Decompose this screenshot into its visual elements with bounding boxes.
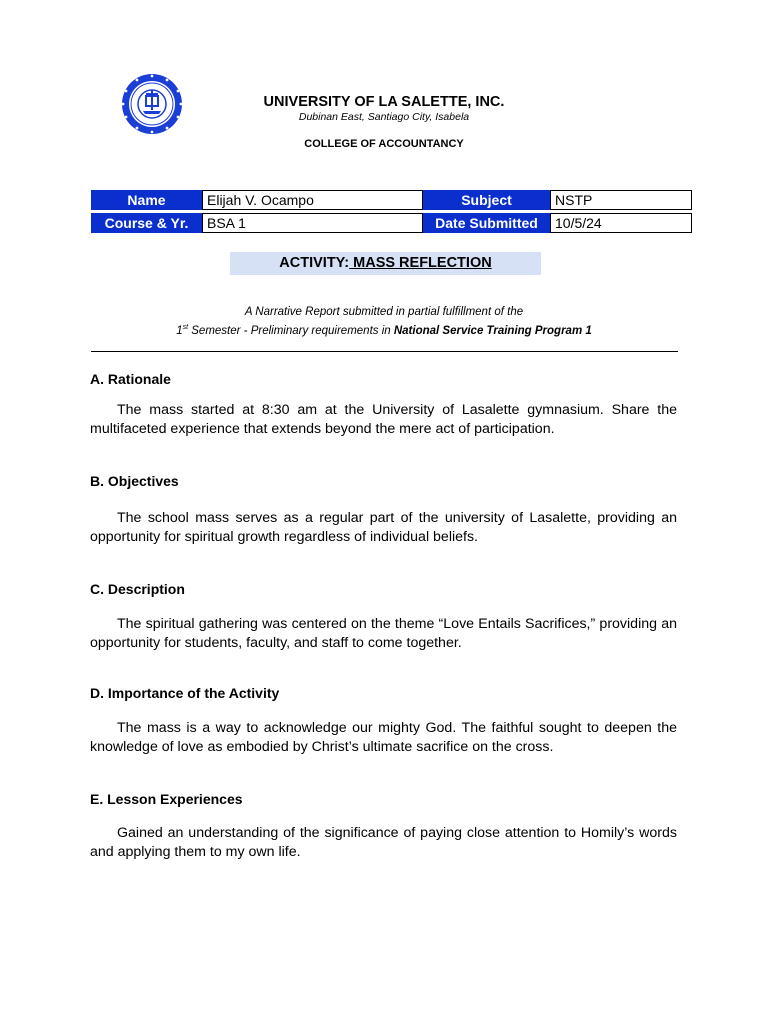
section-heading: E. Lesson Experiences (90, 791, 243, 807)
section-heading: B. Objectives (90, 473, 179, 489)
narrative-line-2 (0, 320, 768, 339)
divider-line (91, 351, 678, 352)
student-info-table (91, 187, 692, 236)
program-name: National Service Training Program 1 (393, 324, 592, 337)
info-row-name-subject (91, 190, 692, 210)
subject-label: Subject (423, 190, 550, 210)
section-description (90, 581, 677, 652)
subject-value: NSTP (550, 190, 692, 210)
activity-banner (230, 252, 541, 275)
course-value: BSA 1 (202, 213, 423, 233)
university-name: UNIVERSITY OF LA SALETTE, INC. (263, 94, 505, 110)
semester-text: Semester - Preliminary requirements in (188, 324, 394, 337)
section-heading: C. Description (90, 581, 185, 597)
section-objectives (90, 473, 677, 546)
university-address: Dubinan East, Santiago City, Isabela (298, 111, 470, 123)
section-body: The spiritual gathering was centered on the theme “Love Entails Sacrifices,” providing an opportunity for students, faculty, and staff to come together. (90, 616, 677, 651)
narrative-line-1: A Narrative Report submitted in partial fulfillment of the (244, 306, 524, 318)
info-row-course-date (91, 213, 692, 233)
section-rationale (90, 371, 677, 438)
activity-title: MASS REFLECTION (349, 255, 492, 271)
section-body: The mass started at 8:30 am at the University of Lasalette gymnasium. Share the multifaceted experience that extends beyond the mere act of participation. (90, 402, 677, 437)
section-body: The school mass serves as a regular part of the university of Lasalette, providing an opportunity for spiritual growth regardless of individual beliefs. (90, 510, 677, 545)
name-value: Elijah V. Ocampo (202, 190, 423, 210)
college-name: COLLEGE OF ACCOUNTANCY (304, 138, 464, 150)
section-lesson-experiences (90, 791, 677, 861)
section-body: The mass is a way to acknowledge our mighty God. The faithful sought to deepen the knowledge of love as embodied by Christ’s ultimate sacrifice on the cross. (90, 720, 677, 755)
activity-prefix: ACTIVITY: (279, 255, 350, 271)
semester-number: 1 (176, 324, 183, 337)
section-heading: A. Rationale (90, 371, 171, 387)
name-label: Name (91, 190, 202, 210)
date-label: Date Submitted (423, 213, 550, 233)
date-value: 10/5/24 (550, 213, 692, 233)
course-label: Course & Yr. (91, 213, 202, 233)
semester-ordinal: st (182, 324, 189, 331)
narrative-statement (0, 305, 768, 339)
section-body: Gained an understanding of the significance of paying close attention to Homily’s words and applying them to my own life. (90, 825, 677, 860)
section-importance (90, 685, 677, 756)
section-heading: D. Importance of the Activity (90, 685, 280, 701)
